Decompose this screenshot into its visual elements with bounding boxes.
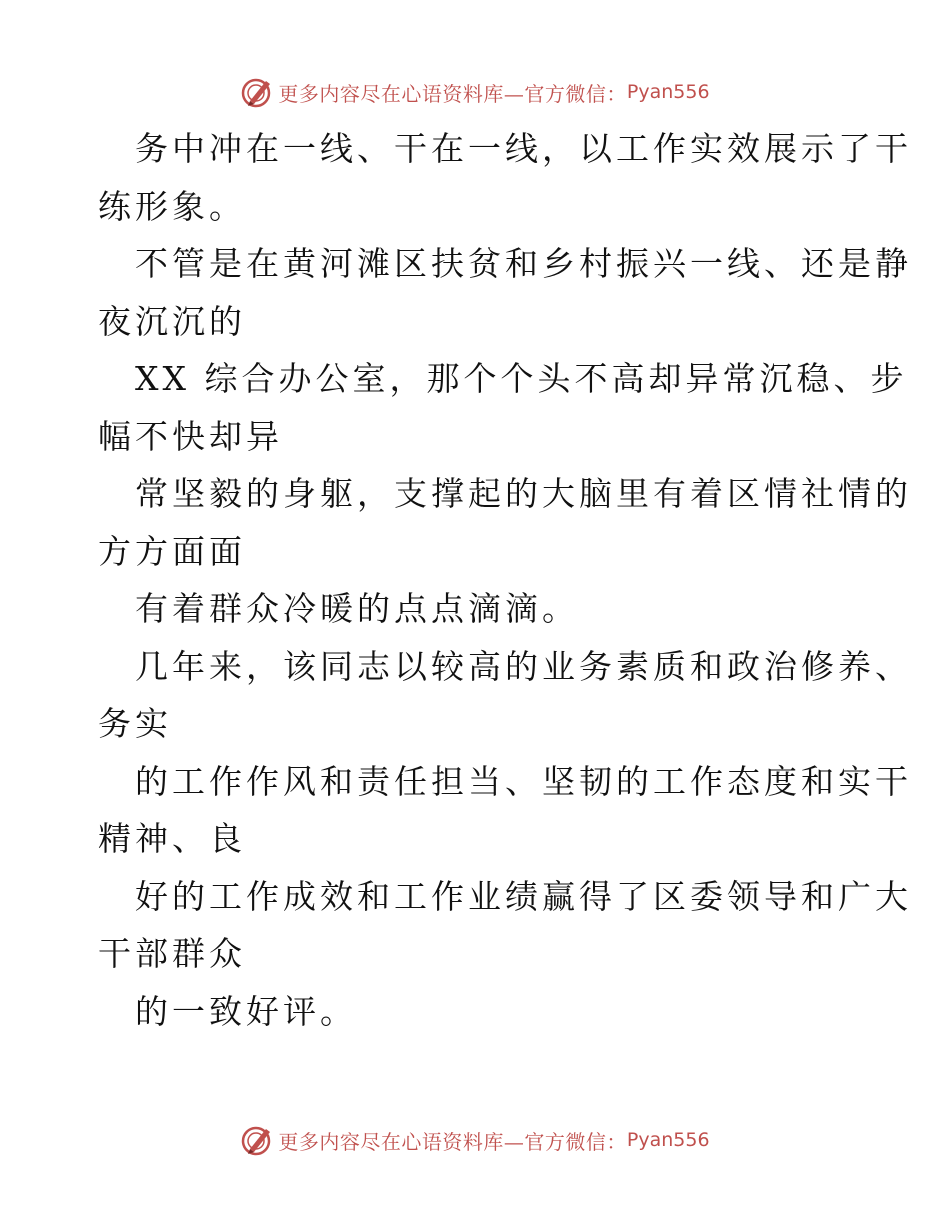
paragraph-line: 精神、良 xyxy=(98,819,246,858)
paragraph-line: 练形象。 xyxy=(98,186,246,226)
pen-logo-icon xyxy=(240,75,274,109)
watermark-wechat-id: Pyan556 xyxy=(626,1129,710,1151)
paragraph-line: 干部群众 xyxy=(98,934,246,973)
document-body xyxy=(98,120,912,1040)
pen-logo-icon xyxy=(240,1123,274,1157)
header-watermark xyxy=(0,72,950,112)
paragraph-line: 常坚毅的身躯，支撑起的大脑里有着区情社情的 xyxy=(135,474,912,513)
paragraph-line: 夜沉沉的 xyxy=(98,301,246,341)
watermark-text: 更多内容尽在心语资料库—官方微信： xyxy=(278,1129,627,1154)
paragraph-line: 方方面面 xyxy=(98,531,246,571)
paragraph-line: 务中冲在一线、干在一线，以工作实效展示了干 xyxy=(135,129,912,168)
paragraph-line: 幅不快却异 xyxy=(98,416,283,456)
paragraph-line: 的一致好评。 xyxy=(135,991,357,1031)
paragraph-line: XX 综合办公室，那个个头不高却异常沉稳、步 xyxy=(135,359,908,398)
paragraph-line: 不管是在黄河滩区扶贫和乡村振兴一线、还是静 xyxy=(135,244,912,283)
watermark-text: 更多内容尽在心语资料库—官方微信： xyxy=(278,81,627,106)
footer-watermark xyxy=(0,1120,950,1160)
paragraph-line: 有着群众冷暖的点点滴滴。 xyxy=(135,589,579,628)
paragraph-line: 务实 xyxy=(98,704,172,743)
paragraph-line: 的工作作风和责任担当、坚韧的工作态度和实干 xyxy=(135,761,912,801)
paragraph-line: 好的工作成效和工作业绩赢得了区委领导和广大 xyxy=(135,876,912,916)
watermark-wechat-id: Pyan556 xyxy=(626,81,710,103)
paragraph-line: 几年来，该同志以较高的业务素质和政治修养、 xyxy=(135,646,912,686)
